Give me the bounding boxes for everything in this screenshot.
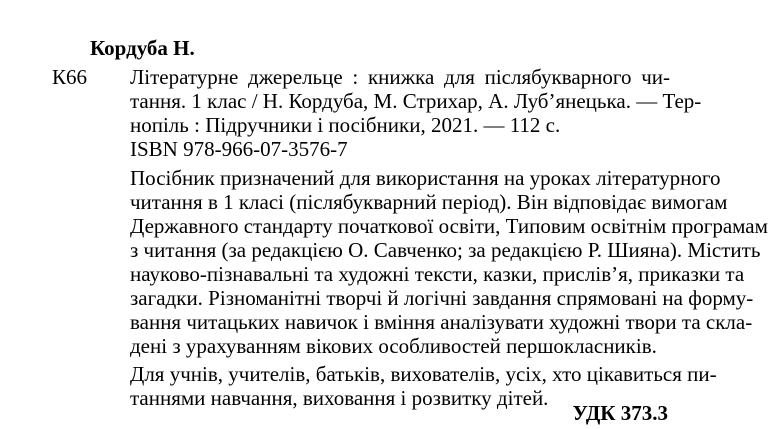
isbn-line: ISBN 978-966-07-3576-7: [130, 137, 348, 161]
title-line-3: нопіль : Підручники і посібники, 2021. — 112 с.: [130, 113, 561, 137]
title-line-1: Літературне джерельце : книжка для післябукварного чи-: [130, 65, 670, 89]
audience-line-1: Для учнів, учителів, батьків, вихователів, усіх, хто цікавиться пи-: [130, 362, 717, 386]
annotation-line-6: загадки. Різноманітні творчі й логічні завдання спрямовані на форму-: [130, 286, 754, 310]
annotation-line-2: читання в 1 класі (післябукварний період). Він відповідає вимогам: [130, 190, 728, 214]
annotation-line-3: Державного стандарту початкової освіти, Типовим освітнім програмам: [130, 214, 768, 238]
annotation-line-8: дені з урахуванням вікових особливостей першокласників.: [130, 334, 657, 358]
author-name: Кордуба Н.: [90, 36, 195, 60]
classification-code: К66: [52, 65, 88, 89]
annotation-line-1: Посібник призначений для використання на уроках літературного: [130, 166, 721, 190]
annotation-line-5: науково-пізнавальні та художні тексти, казки, прислів’я, приказки та: [130, 262, 745, 286]
annotation-line-4: з читання (за редакцією О. Савченко; за редакцією Р. Шияна). Містить: [130, 238, 761, 262]
audience-line-2: таннями навчання, виховання і розвитку дітей.: [130, 386, 549, 410]
udk-code: УДК 373.3: [572, 401, 668, 425]
title-line-2: тання. 1 клас / Н. Кордуба, М. Стрихар, А. Луб’янецька. — Тер-: [130, 89, 702, 113]
annotation-line-7: вання читацьких навичок і вміння аналізувати художні твори та скла-: [130, 310, 753, 334]
